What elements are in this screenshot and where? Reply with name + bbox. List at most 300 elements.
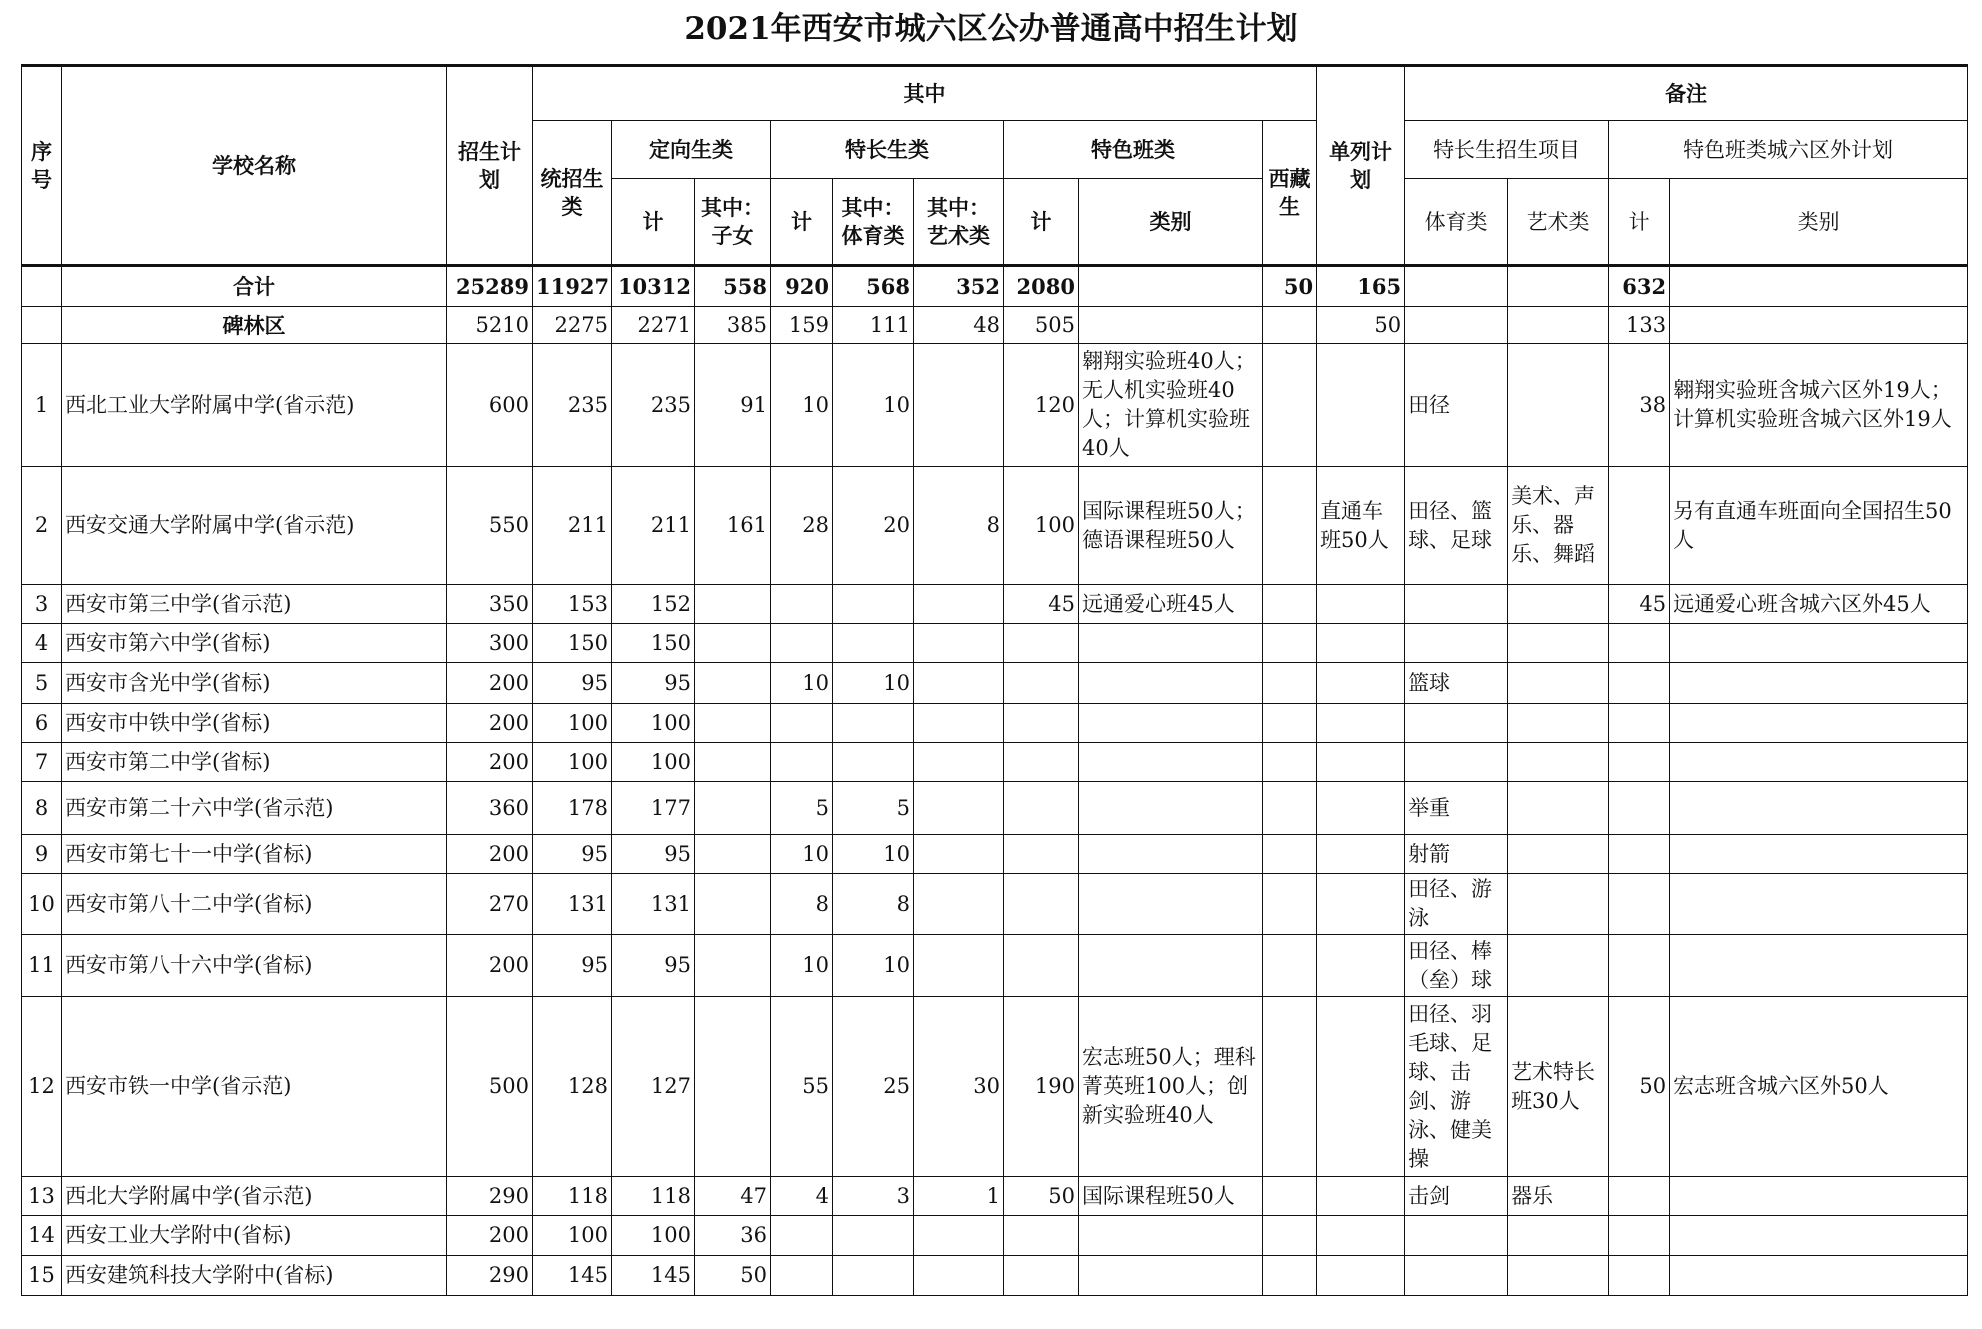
cell-directed: 95 (612, 835, 695, 874)
cell-feature-type: 远通爱心班45人 (1079, 585, 1263, 624)
cell-name: 西安市中铁中学(省标) (62, 704, 447, 743)
header-school: 学校名称 (62, 66, 447, 266)
table-row (22, 782, 1968, 835)
cell-r-sports (1405, 1256, 1508, 1296)
cell-no: 2 (22, 467, 62, 585)
cell-children (695, 624, 771, 663)
cell-unified: 100 (533, 1216, 612, 1256)
cell-tibet (1263, 835, 1317, 874)
cell-spec-sports: 8 (833, 874, 914, 935)
cell-no: 7 (22, 743, 62, 782)
district-label: 碑林区 (62, 307, 447, 344)
header-of-sports: 其中：体育类 (833, 179, 914, 266)
cell-children (695, 704, 771, 743)
total-label: 合计 (62, 266, 447, 307)
header-feature: 特色班类 (1004, 121, 1263, 179)
cell-name: 西安市第二十六中学(省示范) (62, 782, 447, 835)
cell-spec (771, 743, 833, 782)
cell-r-arts (1508, 874, 1609, 935)
cell-spec (771, 1216, 833, 1256)
cell-directed: 100 (612, 704, 695, 743)
cell-r-sports (1405, 704, 1508, 743)
cell-separate (1317, 624, 1405, 663)
cell-r-sports: 田径 (1405, 344, 1508, 467)
cell-name: 西安市铁一中学(省示范) (62, 997, 447, 1177)
cell-outside-type (1670, 1216, 1968, 1256)
cell-spec-sports: 10 (833, 835, 914, 874)
cell-spec-sports (833, 704, 914, 743)
cell-separate (1317, 663, 1405, 704)
cell-r-arts (1508, 663, 1609, 704)
cell-name: 西北工业大学附属中学(省示范) (62, 344, 447, 467)
cell-spec-arts (914, 663, 1004, 704)
cell-name: 西安工业大学附中(省标) (62, 1216, 447, 1256)
table-row (22, 467, 1968, 585)
cell-tibet (1263, 997, 1317, 1177)
cell-r-arts (1508, 585, 1609, 624)
cell-outside-type (1670, 782, 1968, 835)
cell-outside-type (1670, 624, 1968, 663)
cell-name: 西安市含光中学(省标) (62, 663, 447, 704)
cell-feature-type (1079, 935, 1263, 997)
cell-tibet (1263, 704, 1317, 743)
cell-spec (771, 1256, 833, 1296)
cell-tibet (1263, 1256, 1317, 1296)
cell-directed: 127 (612, 997, 695, 1177)
cell-separate (1317, 344, 1405, 467)
cell-plan: 290 (447, 1177, 533, 1216)
cell-children: 50 (695, 1256, 771, 1296)
cell-directed: 150 (612, 624, 695, 663)
cell-spec-sports: 10 (833, 935, 914, 997)
cell-outside-type (1670, 1256, 1968, 1296)
header-directed-count: 计 (612, 179, 695, 266)
cell-separate (1317, 1216, 1405, 1256)
cell-feature-type (1079, 874, 1263, 935)
cell-tibet (1263, 467, 1317, 585)
cell-no: 9 (22, 835, 62, 874)
cell-r-arts (1508, 782, 1609, 835)
cell-outside-type: 远通爱心班含城六区外45人 (1670, 585, 1968, 624)
cell-children (695, 743, 771, 782)
table-row (22, 704, 1968, 743)
cell-name: 西安市第二中学(省标) (62, 743, 447, 782)
cell-separate (1317, 935, 1405, 997)
cell-outside-type (1670, 835, 1968, 874)
header-remarks: 备注 (1405, 66, 1968, 121)
cell-spec-arts (914, 1216, 1004, 1256)
cell-feature (1004, 1216, 1079, 1256)
cell-name: 西安市第七十一中学(省标) (62, 835, 447, 874)
cell-outside-type (1670, 743, 1968, 782)
header-spec-items: 特长生招生项目 (1405, 121, 1609, 179)
cell-unified: 145 (533, 1256, 612, 1296)
cell-spec-arts (914, 1256, 1004, 1296)
cell-spec (771, 585, 833, 624)
cell-feature (1004, 935, 1079, 997)
cell-feature-type (1079, 624, 1263, 663)
cell-outside (1609, 1256, 1670, 1296)
cell-feature-type (1079, 1256, 1263, 1296)
cell-tibet (1263, 1216, 1317, 1256)
cell-spec-arts (914, 782, 1004, 835)
cell-spec-arts (914, 585, 1004, 624)
cell-no: 1 (22, 344, 62, 467)
cell-unified: 118 (533, 1177, 612, 1216)
header-unified: 统招生类 (533, 121, 612, 266)
total-row: 合计 25289 11927 10312 558 920 568 352 2080 50 165 632 (22, 266, 1968, 307)
cell-feature (1004, 874, 1079, 935)
district-row: 碑林区 5210 2275 2271 385 159 111 48 505 50 133 (22, 307, 1968, 344)
header-seq: 序号 (22, 66, 62, 266)
cell-spec-sports: 25 (833, 997, 914, 1177)
cell-separate (1317, 743, 1405, 782)
cell-name: 西安市第三中学(省示范) (62, 585, 447, 624)
cell-outside (1609, 467, 1670, 585)
cell-spec-sports: 20 (833, 467, 914, 585)
cell-unified: 131 (533, 874, 612, 935)
cell-feature (1004, 1256, 1079, 1296)
cell-feature-type (1079, 782, 1263, 835)
cell-feature-type (1079, 663, 1263, 704)
cell-spec-arts: 1 (914, 1177, 1004, 1216)
cell-no: 13 (22, 1177, 62, 1216)
cell-plan: 300 (447, 624, 533, 663)
cell-children (695, 874, 771, 935)
cell-outside (1609, 743, 1670, 782)
header-of-children: 其中：子女 (695, 179, 771, 266)
table-row (22, 835, 1968, 874)
header-feature-category: 类别 (1079, 179, 1263, 266)
cell-feature (1004, 743, 1079, 782)
cell-r-sports: 田径、篮球、足球 (1405, 467, 1508, 585)
cell-spec-arts: 8 (914, 467, 1004, 585)
cell-r-sports (1405, 1216, 1508, 1256)
cell-tibet (1263, 1177, 1317, 1216)
table-row (22, 997, 1968, 1177)
table-row (22, 663, 1968, 704)
cell-r-arts (1508, 1216, 1609, 1256)
cell-separate (1317, 585, 1405, 624)
cell-plan: 600 (447, 344, 533, 467)
header-spec-count: 计 (771, 179, 833, 266)
cell-r-sports (1405, 585, 1508, 624)
cell-unified: 153 (533, 585, 612, 624)
cell-spec-arts (914, 344, 1004, 467)
cell-r-arts (1508, 743, 1609, 782)
cell-outside-type (1670, 874, 1968, 935)
cell-r-arts (1508, 835, 1609, 874)
cell-feature (1004, 663, 1079, 704)
header-feature-outside: 特色班类城六区外计划 (1609, 121, 1968, 179)
cell-spec-sports (833, 1216, 914, 1256)
cell-tibet (1263, 782, 1317, 835)
cell-outside-type (1670, 663, 1968, 704)
cell-separate: 直通车班50人 (1317, 467, 1405, 585)
cell-no: 12 (22, 997, 62, 1177)
cell-plan: 200 (447, 935, 533, 997)
table-row (22, 1256, 1968, 1296)
cell-spec (771, 624, 833, 663)
cell-spec-sports (833, 624, 914, 663)
cell-r-sports: 射箭 (1405, 835, 1508, 874)
cell-outside (1609, 782, 1670, 835)
cell-separate (1317, 835, 1405, 874)
cell-unified: 100 (533, 704, 612, 743)
cell-r-arts (1508, 344, 1609, 467)
cell-spec: 10 (771, 344, 833, 467)
table-row (22, 1216, 1968, 1256)
cell-name: 西安交通大学附属中学(省示范) (62, 467, 447, 585)
page-title: 2021年西安市城六区公办普通高中招生计划 (684, 11, 1298, 47)
cell-children (695, 585, 771, 624)
cell-directed: 211 (612, 467, 695, 585)
cell-no: 11 (22, 935, 62, 997)
cell-outside (1609, 874, 1670, 935)
cell-feature: 120 (1004, 344, 1079, 467)
cell-no: 15 (22, 1256, 62, 1296)
cell-tibet (1263, 743, 1317, 782)
cell-plan: 360 (447, 782, 533, 835)
cell-unified: 150 (533, 624, 612, 663)
cell-r-sports (1405, 624, 1508, 663)
cell-spec-arts (914, 743, 1004, 782)
cell-plan: 290 (447, 1256, 533, 1296)
header-among: 其中 (533, 66, 1317, 121)
cell-separate (1317, 1256, 1405, 1296)
cell-spec-sports (833, 743, 914, 782)
cell-feature-type (1079, 743, 1263, 782)
cell-plan: 500 (447, 997, 533, 1177)
cell-directed: 152 (612, 585, 695, 624)
cell-feature: 190 (1004, 997, 1079, 1177)
cell-r-arts: 器乐 (1508, 1177, 1609, 1216)
cell-plan: 270 (447, 874, 533, 935)
cell-feature-type (1079, 1216, 1263, 1256)
cell-spec-arts: 30 (914, 997, 1004, 1177)
cell-feature-type: 国际课程班50人 (1079, 1177, 1263, 1216)
cell-children (695, 997, 771, 1177)
cell-separate (1317, 704, 1405, 743)
cell-plan: 200 (447, 1216, 533, 1256)
cell-directed: 177 (612, 782, 695, 835)
table-row (22, 344, 1968, 467)
cell-outside (1609, 835, 1670, 874)
cell-spec-arts (914, 835, 1004, 874)
cell-r-sports (1405, 743, 1508, 782)
cell-spec-arts (914, 935, 1004, 997)
cell-plan: 200 (447, 743, 533, 782)
cell-spec: 55 (771, 997, 833, 1177)
cell-feature (1004, 835, 1079, 874)
cell-directed: 95 (612, 663, 695, 704)
table-row (22, 585, 1968, 624)
cell-feature: 50 (1004, 1177, 1079, 1216)
cell-outside: 45 (1609, 585, 1670, 624)
cell-spec-arts (914, 704, 1004, 743)
cell-feature (1004, 624, 1079, 663)
cell-outside (1609, 624, 1670, 663)
cell-plan: 200 (447, 704, 533, 743)
cell-no: 3 (22, 585, 62, 624)
table-row (22, 743, 1968, 782)
cell-feature-type (1079, 704, 1263, 743)
cell-r-arts (1508, 1256, 1609, 1296)
school-rows (22, 344, 1968, 1296)
cell-spec-sports: 3 (833, 1177, 914, 1216)
header-of-arts: 其中：艺术类 (914, 179, 1004, 266)
cell-feature-type: 宏志班50人；理科菁英班100人；创新实验班40人 (1079, 997, 1263, 1177)
cell-spec-sports (833, 585, 914, 624)
cell-name: 西安市第八十二中学(省标) (62, 874, 447, 935)
table-row (22, 935, 1968, 997)
table-row (22, 624, 1968, 663)
cell-directed: 100 (612, 1216, 695, 1256)
header-feature-count: 计 (1004, 179, 1079, 266)
cell-r-arts (1508, 624, 1609, 663)
table-row (22, 1177, 1968, 1216)
cell-feature-type: 翱翔实验班40人；无人机实验班40人；计算机实验班40人 (1079, 344, 1263, 467)
cell-tibet (1263, 663, 1317, 704)
cell-name: 西安市第六中学(省标) (62, 624, 447, 663)
cell-r-arts: 美术、声乐、器乐、舞蹈 (1508, 467, 1609, 585)
cell-outside-type (1670, 1177, 1968, 1216)
cell-children (695, 782, 771, 835)
header-tibet: 西藏生 (1263, 121, 1317, 266)
cell-name: 西安建筑科技大学附中(省标) (62, 1256, 447, 1296)
cell-unified: 95 (533, 935, 612, 997)
cell-r-arts (1508, 704, 1609, 743)
cell-directed: 145 (612, 1256, 695, 1296)
cell-feature: 100 (1004, 467, 1079, 585)
cell-unified: 235 (533, 344, 612, 467)
cell-outside-type: 另有直通车班面向全国招生50人 (1670, 467, 1968, 585)
cell-r-sports: 篮球 (1405, 663, 1508, 704)
cell-unified: 178 (533, 782, 612, 835)
cell-tibet (1263, 585, 1317, 624)
cell-spec-sports: 5 (833, 782, 914, 835)
header-plan: 招生计划 (447, 66, 533, 266)
cell-separate (1317, 874, 1405, 935)
cell-no: 14 (22, 1216, 62, 1256)
cell-spec: 4 (771, 1177, 833, 1216)
cell-outside: 38 (1609, 344, 1670, 467)
cell-plan: 350 (447, 585, 533, 624)
cell-unified: 211 (533, 467, 612, 585)
cell-r-sports: 田径、棒（垒）球 (1405, 935, 1508, 997)
cell-outside (1609, 1216, 1670, 1256)
cell-spec-sports: 10 (833, 344, 914, 467)
cell-children: 36 (695, 1216, 771, 1256)
cell-no: 8 (22, 782, 62, 835)
cell-no: 5 (22, 663, 62, 704)
cell-outside-type (1670, 935, 1968, 997)
enrollment-plan-table (21, 64, 1968, 1296)
cell-children (695, 935, 771, 997)
cell-directed: 95 (612, 935, 695, 997)
cell-spec: 8 (771, 874, 833, 935)
cell-spec: 5 (771, 782, 833, 835)
cell-unified: 100 (533, 743, 612, 782)
cell-outside-type: 宏志班含城六区外50人 (1670, 997, 1968, 1177)
cell-outside (1609, 935, 1670, 997)
cell-outside-type (1670, 704, 1968, 743)
cell-directed: 118 (612, 1177, 695, 1216)
header-separate: 单列计划 (1317, 66, 1405, 266)
header-outside-category: 类别 (1670, 179, 1968, 266)
cell-children (695, 835, 771, 874)
cell-plan: 200 (447, 835, 533, 874)
cell-feature-type (1079, 835, 1263, 874)
cell-spec: 10 (771, 663, 833, 704)
cell-unified: 95 (533, 663, 612, 704)
cell-spec (771, 704, 833, 743)
cell-outside (1609, 1177, 1670, 1216)
cell-feature (1004, 704, 1079, 743)
cell-outside (1609, 704, 1670, 743)
header-remark-sports: 体育类 (1405, 179, 1508, 266)
cell-children (695, 663, 771, 704)
cell-tibet (1263, 874, 1317, 935)
cell-outside (1609, 663, 1670, 704)
cell-r-sports: 田径、游泳 (1405, 874, 1508, 935)
cell-feature-type: 国际课程班50人；德语课程班50人 (1079, 467, 1263, 585)
header-remark-arts: 艺术类 (1508, 179, 1609, 266)
header-specialty: 特长生类 (771, 121, 1004, 179)
cell-unified: 95 (533, 835, 612, 874)
cell-tibet (1263, 624, 1317, 663)
cell-unified: 128 (533, 997, 612, 1177)
cell-name: 西安市第八十六中学(省标) (62, 935, 447, 997)
cell-r-sports: 田径、羽毛球、足球、击剑、游泳、健美操 (1405, 997, 1508, 1177)
cell-children: 91 (695, 344, 771, 467)
cell-name: 西北大学附属中学(省示范) (62, 1177, 447, 1216)
cell-r-sports: 击剑 (1405, 1177, 1508, 1216)
cell-spec-sports (833, 1256, 914, 1296)
cell-feature (1004, 782, 1079, 835)
cell-no: 6 (22, 704, 62, 743)
cell-outside: 50 (1609, 997, 1670, 1177)
cell-plan: 550 (447, 467, 533, 585)
cell-separate (1317, 1177, 1405, 1216)
cell-spec-sports: 10 (833, 663, 914, 704)
header-directed: 定向生类 (612, 121, 771, 179)
cell-no: 4 (22, 624, 62, 663)
cell-spec-arts (914, 874, 1004, 935)
header-outside-count: 计 (1609, 179, 1670, 266)
cell-directed: 100 (612, 743, 695, 782)
cell-spec: 28 (771, 467, 833, 585)
cell-children: 47 (695, 1177, 771, 1216)
cell-r-arts (1508, 935, 1609, 997)
cell-spec: 10 (771, 835, 833, 874)
table-row (22, 874, 1968, 935)
cell-outside-type: 翱翔实验班含城六区外19人；计算机实验班含城六区外19人 (1670, 344, 1968, 467)
cell-r-arts: 艺术特长班30人 (1508, 997, 1609, 1177)
cell-children: 161 (695, 467, 771, 585)
cell-r-sports: 举重 (1405, 782, 1508, 835)
cell-spec: 10 (771, 935, 833, 997)
cell-tibet (1263, 344, 1317, 467)
cell-separate (1317, 997, 1405, 1177)
cell-feature: 45 (1004, 585, 1079, 624)
cell-spec-arts (914, 624, 1004, 663)
cell-tibet (1263, 935, 1317, 997)
cell-directed: 131 (612, 874, 695, 935)
cell-separate (1317, 782, 1405, 835)
cell-directed: 235 (612, 344, 695, 467)
cell-no: 10 (22, 874, 62, 935)
